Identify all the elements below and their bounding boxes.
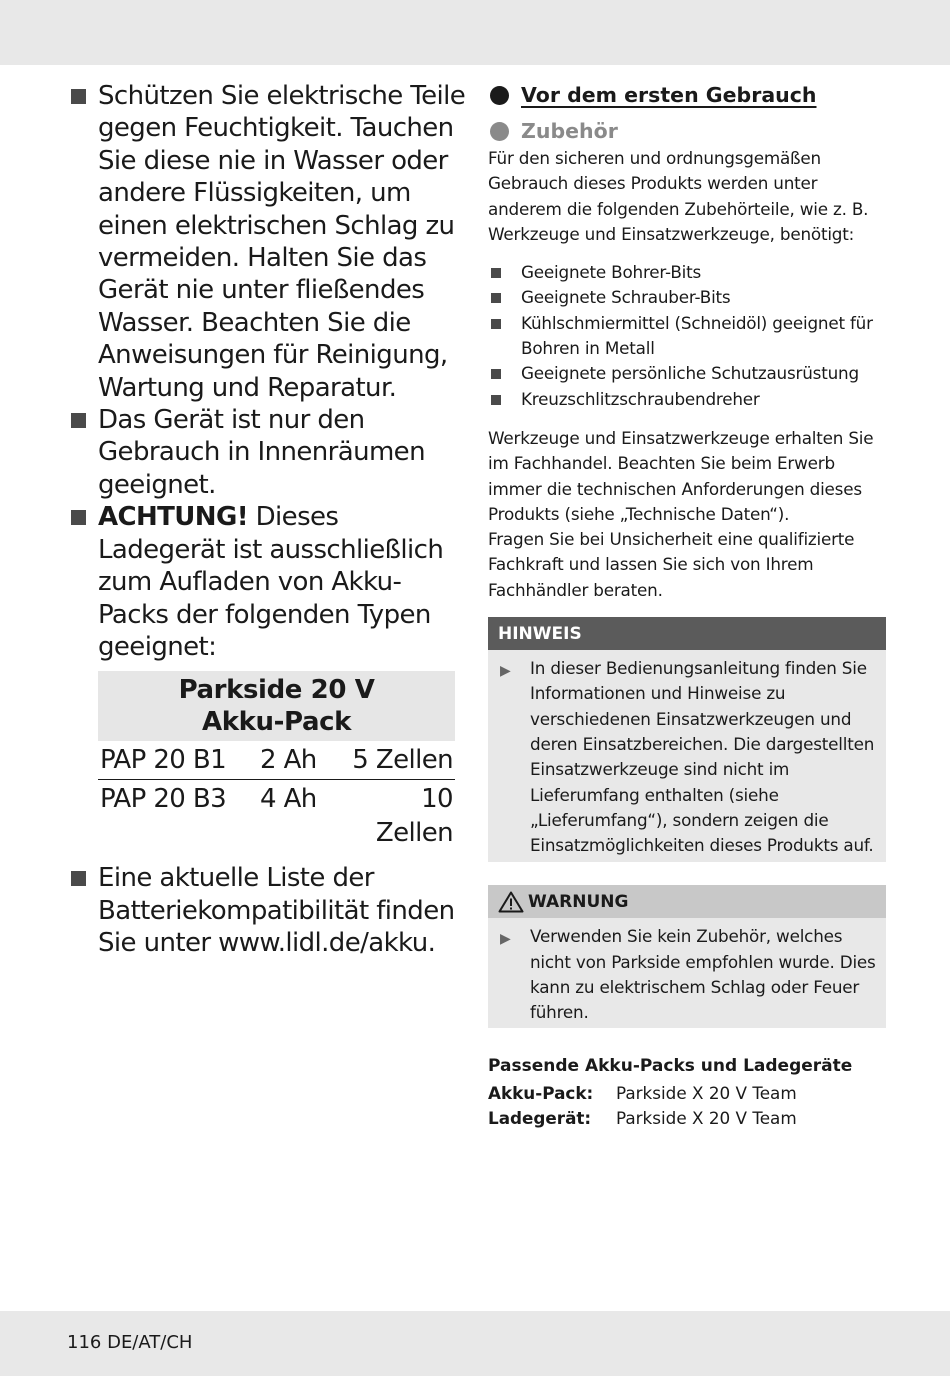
list-item-text: Kühlschmiermittel (Schneidöl) geeignet für Bohren in Metall — [521, 312, 873, 359]
table-header-line: Parkside 20 V — [178, 675, 375, 706]
square-bullet-icon — [71, 871, 86, 886]
warnung-item — [498, 924, 876, 1025]
bullet-text: Dieses Ladegerät ist ausschließlich zum Aufladen von Akku-Packs der folgenden Typen geeignet: — [98, 502, 444, 662]
compatibility-value: Parkside X 20 V Team — [616, 1107, 797, 1128]
capacity-cell: 2 Ah — [260, 745, 317, 776]
capacity-cell: 4 Ah — [260, 784, 317, 815]
square-bullet-icon — [71, 413, 86, 428]
intro-paragraph: Für den sicheren und ordnungsgemäßen Gebrauch dieses Produkts werden unter anderem die folgenden Zubehörteile, wie z. B. Werkzeuge und Einsatzwerkzeuge, benötigt: — [488, 148, 869, 244]
table-row — [98, 780, 455, 852]
warnung-title: WARNUNG — [528, 891, 629, 912]
compatibility-section — [488, 1052, 886, 1132]
list-item-text: Geeignete Bohrer-Bits — [521, 262, 702, 283]
hinweis-text: In dieser Bedienungsanleitung finden Sie Informationen und Hinweise zu verschiedenen Einsatzwerkzeugen und deren Einsatzbereichen. Die dargestellten Einsatzwerkzeuge sind nicht im Lieferumfang enthalten (siehe „Lieferumfang“), sondern zeigen die Einsatzmöglichkeiten dieses Produkts auf. — [530, 658, 875, 856]
page-number: 116 DE/AT/CH — [67, 1332, 193, 1353]
list-item — [68, 404, 468, 501]
list-item — [488, 285, 886, 310]
cells-cell: 5 Zellen — [352, 745, 453, 776]
compatibility-label: Akku-Pack: — [488, 1082, 594, 1103]
list-item — [68, 862, 468, 959]
list-item-text: Kreuzschlitzschraubendreher — [521, 388, 760, 409]
model-cell: PAP 20 B1 — [100, 745, 227, 776]
bullet-text: Das Gerät ist nur den Gebrauch in Innenräumen geeignet. — [98, 405, 425, 500]
warnung-header — [488, 885, 886, 918]
table-header-line: Akku-Pack — [201, 707, 351, 738]
compatibility-row — [488, 1081, 886, 1106]
square-bullet-icon — [491, 369, 501, 379]
accessory-list — [488, 260, 886, 412]
subsection-title: Zubehör — [521, 119, 618, 143]
arrow-right-icon: ▶ — [500, 931, 511, 948]
hinweis-body — [488, 650, 886, 862]
list-item — [488, 311, 886, 362]
header-band — [0, 0, 950, 65]
model-cell: PAP 20 B3 — [100, 784, 227, 815]
section-title: Vor dem ersten Gebrauch — [521, 83, 817, 107]
square-bullet-icon — [491, 268, 501, 278]
filled-circle-icon — [490, 86, 509, 105]
arrow-right-icon: ▶ — [500, 663, 511, 680]
compatibility-label: Ladegerät: — [488, 1107, 592, 1128]
square-bullet-icon — [491, 319, 501, 329]
compatibility-title: Passende Akku-Packs und Ladegeräte — [488, 1055, 853, 1076]
square-bullet-icon — [491, 293, 501, 303]
table-row — [98, 741, 455, 780]
warnung-body — [488, 918, 886, 1027]
hinweis-box — [488, 617, 886, 862]
list-item — [488, 361, 886, 386]
list-item — [68, 80, 468, 404]
left-column — [68, 80, 468, 960]
list-item — [68, 501, 468, 663]
cells-cell: 10 Zellen — [375, 784, 453, 849]
hinweis-item — [498, 656, 876, 858]
warnung-text: Verwenden Sie kein Zubehör, welches nicht von Parkside empfohlen wurde. Dies kann zu elektrischem Schlag oder Feuer führen. — [530, 926, 876, 1023]
table-header — [98, 671, 455, 741]
battery-table — [98, 671, 455, 852]
warnung-box — [488, 885, 886, 1027]
bullet-text: Schützen Sie elektrische Teile gegen Feuchtigkeit. Tauchen Sie diese nie in Wasser oder andere Flüssigkeiten, um einen elektrischen Schlag zu vermeiden. Halten Sie das Gerät nie unter fließendes Wasser. Beachten Sie die Anweisungen für Reinigung, Wartung und Reparatur. — [98, 81, 466, 403]
list-item-text: Geeignete Schrauber-Bits — [521, 287, 731, 308]
list-item-text: Geeignete persönliche Schutzausrüstung — [521, 363, 859, 384]
right-column — [488, 80, 886, 1131]
grey-circle-icon — [490, 122, 509, 141]
square-bullet-icon — [491, 395, 501, 405]
square-bullet-icon — [71, 510, 86, 525]
warning-label: ACHTUNG! — [98, 502, 248, 533]
hinweis-title: HINWEIS — [488, 617, 886, 650]
bullet-text: Eine aktuelle Liste der Batteriekompatibilität finden Sie unter www.lidl.de/akku. — [98, 863, 455, 959]
advice-paragraph: Fragen Sie bei Unsicherheit eine qualifizierte Fachkraft und lassen Sie sich von Ihrem Fachhändler beraten. — [488, 529, 855, 600]
list-item — [488, 260, 886, 285]
square-bullet-icon — [71, 89, 86, 104]
purchase-paragraph: Werkzeuge und Einsatzwerkzeuge erhalten Sie im Fachhandel. Beachten Sie beim Erwerb immer die technischen Anforderungen dieses Produkts (siehe „Technische Daten“). — [488, 427, 874, 524]
subsection-heading — [488, 116, 886, 146]
section-heading — [488, 80, 886, 110]
compatibility-row — [488, 1106, 886, 1131]
list-item — [488, 387, 886, 412]
warning-triangle-icon — [498, 891, 524, 913]
compatibility-value: Parkside X 20 V Team — [616, 1082, 797, 1103]
